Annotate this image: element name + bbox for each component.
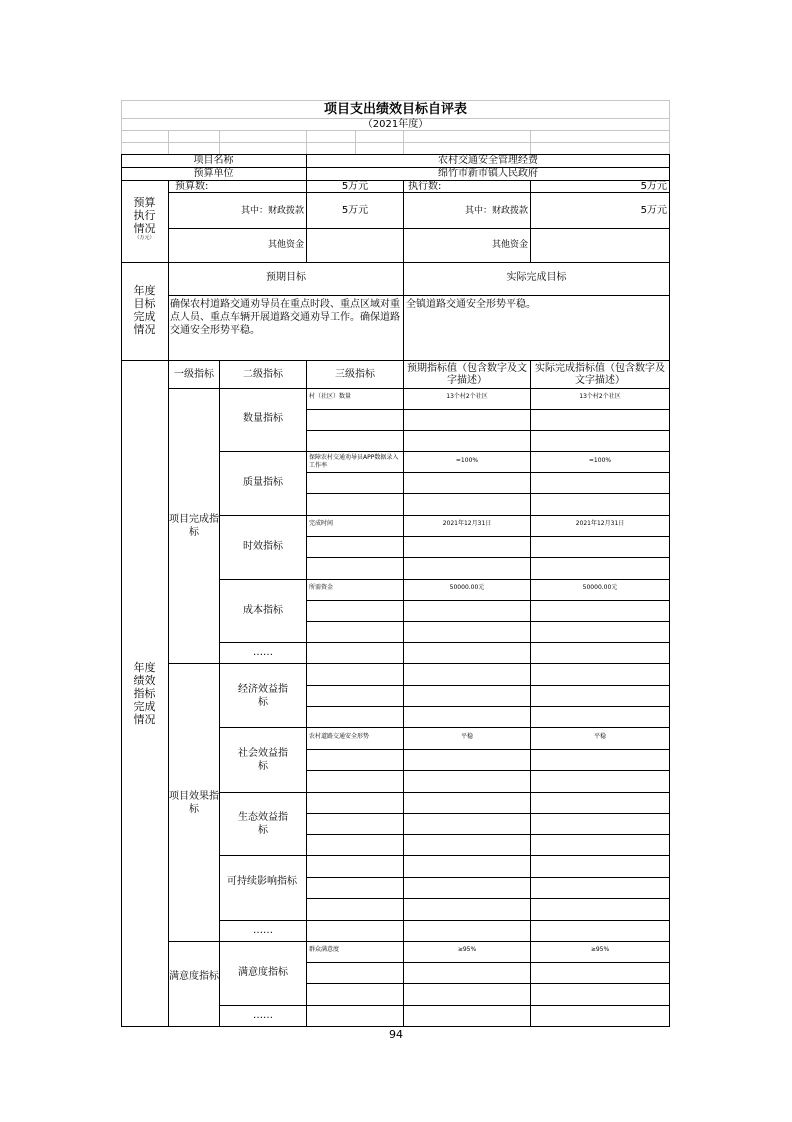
level2-sustainable: 可持续影响指标 <box>227 876 297 887</box>
row-quantity-indicator: 村（社区）数量 <box>309 393 352 400</box>
level2-cost: 成本指标 <box>243 605 283 616</box>
level2-economic: 经济效益指标 <box>238 684 288 708</box>
actual-goal-text: 全镇道路交通安全形势平稳。 <box>406 299 536 310</box>
budget-section-label: 预算 执行 情况 <box>133 196 156 235</box>
row-satisfaction-expected: ≥95% <box>457 946 477 953</box>
row-social-indicator: 农村道路交通安全形势 <box>309 733 370 740</box>
other-funds-execution-label: 其他资金 <box>491 240 528 250</box>
level1-effect: 项目效果指标 <box>169 791 219 815</box>
header-actual-value: 实际完成指标值（包含数字及文字描述） <box>535 363 665 386</box>
level1-output: 项目完成指标 <box>169 514 219 538</box>
execution-count-label: 执行数: <box>408 181 442 192</box>
budget-count-value: 5万元 <box>341 181 369 192</box>
expected-goal-header: 预期目标 <box>266 272 306 283</box>
page-number: 94 <box>389 1028 403 1041</box>
fiscal-budget-label: 其中：财政拨款 <box>240 206 304 216</box>
row-social-expected: 平稳 <box>460 733 473 740</box>
other-funds-budget-label: 其他资金 <box>267 240 304 250</box>
budget-unit-note: （万元） <box>134 235 155 241</box>
header-expected-value: 预期指标值（包含数字及文字描述） <box>407 363 527 386</box>
level2-ecological: 生态效益指标 <box>238 812 288 836</box>
row-quality-expected: =100% <box>455 457 479 464</box>
level2-social: 社会效益指标 <box>238 748 288 772</box>
level2-quantity: 数量指标 <box>243 413 283 424</box>
row-timeliness-expected: 2021年12月31日 <box>442 520 492 527</box>
level2-ellipsis-satisfaction: …… <box>253 1010 273 1021</box>
row-cost-expected: 50000.00元 <box>449 584 485 591</box>
fiscal-budget-value: 5万元 <box>341 205 369 216</box>
expected-goal-text: 确保农村道路交通劝导员在重点时段、重点区域对重点人员、重点车辆开展道路交通劝导工作。确保道路交通安全形势平稳。 <box>170 299 400 336</box>
level2-satisfaction: 满意度指标 <box>238 967 288 978</box>
budget-unit-value: 绵竹市新市镇人民政府 <box>438 168 538 179</box>
header-level2: 二级指标 <box>243 369 283 380</box>
row-quality-actual: =100% <box>588 457 612 464</box>
fiscal-execution-label: 其中：财政拨款 <box>464 206 528 216</box>
row-timeliness-indicator: 完成时间 <box>309 520 334 527</box>
level2-timeliness: 时效指标 <box>243 541 283 552</box>
row-quantity-actual: 13个村2个社区 <box>579 393 621 400</box>
level2-ellipsis-output: …… <box>253 647 273 658</box>
row-cost-actual: 50000.00元 <box>582 584 618 591</box>
header-level3: 三级指标 <box>335 369 375 380</box>
row-quantity-expected: 13个村2个社区 <box>446 393 488 400</box>
budget-count-label: 预算数: <box>175 181 209 192</box>
project-name-value: 农村交通安全管理经费 <box>438 155 538 166</box>
row-social-actual: 平稳 <box>593 733 606 740</box>
row-timeliness-actual: 2021年12月31日 <box>575 520 625 527</box>
performance-section-label: 年度 绩效 指标 完成 情况 <box>133 661 156 726</box>
row-cost-indicator: 所需资金 <box>309 584 334 591</box>
row-quality-indicator: 保障农村交通劝导员APP数据录入工作率 <box>309 454 399 469</box>
row-satisfaction-actual: ≥95% <box>590 946 610 953</box>
level2-ellipsis-effect: …… <box>253 925 273 936</box>
project-name-label: 项目名称 <box>193 155 234 166</box>
row-satisfaction-indicator: 群众满意度 <box>309 946 340 953</box>
execution-count-value: 5万元 <box>640 181 667 192</box>
annual-goal-section-label: 年度 目标 完成 情况 <box>133 284 156 336</box>
level1-satisfaction: 满意度指标 <box>169 971 219 982</box>
budget-unit-label: 预算单位 <box>193 168 234 179</box>
header-level1: 一级指标 <box>174 369 214 380</box>
page-title: 项目支出绩效目标自评表 <box>323 102 467 117</box>
actual-goal-header: 实际完成目标 <box>506 272 567 283</box>
level2-quality: 质量指标 <box>243 477 283 488</box>
page-subtitle: （2021年度） <box>362 119 429 130</box>
fiscal-execution-value: 5万元 <box>640 205 667 216</box>
